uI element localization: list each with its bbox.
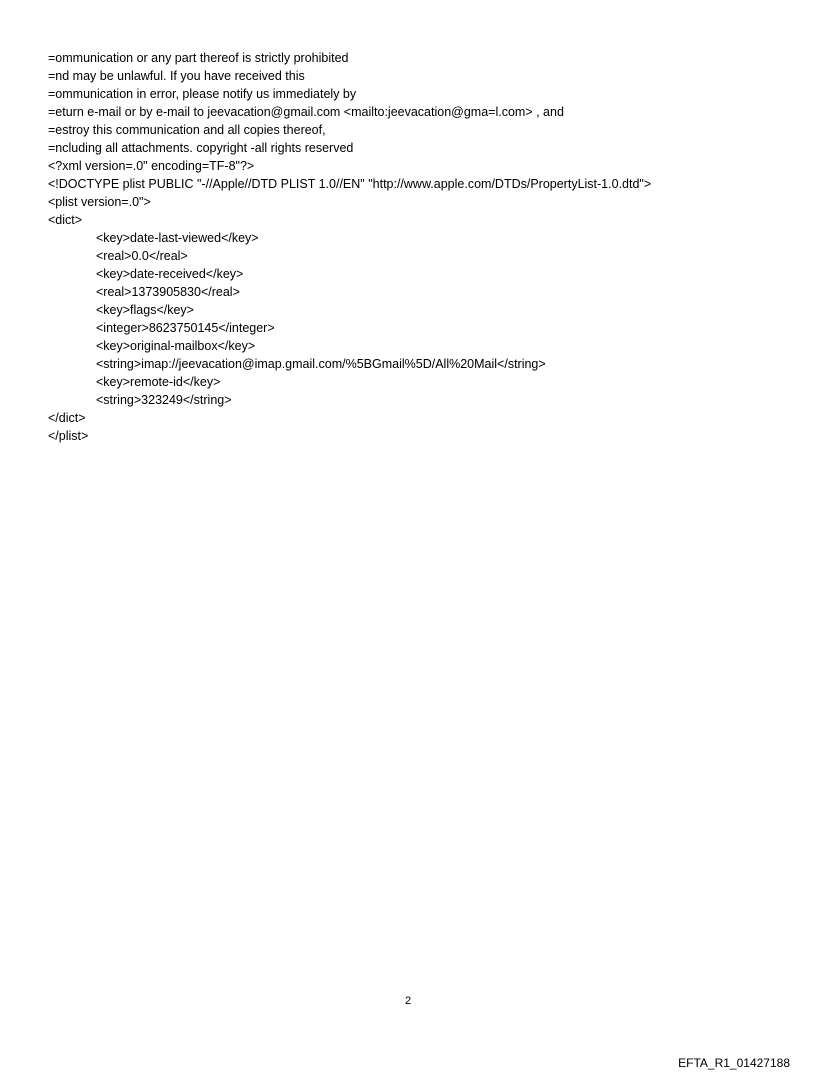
text-line: <key>original-mailbox</key>: [96, 339, 256, 353]
text-line: =eturn e-mail or by e-mail to jeevacation@gmail.com <mailto:jeevacation@gma=l.com> , and: [48, 105, 564, 119]
text-line: <key>remote-id</key>: [96, 375, 221, 389]
document-id: EFTA_R1_01427188: [678, 1056, 790, 1070]
page-number: 2: [404, 995, 412, 1007]
text-line: <key>date-last-viewed</key>: [96, 231, 259, 245]
text-line: <real>1373905830</real>: [96, 285, 240, 299]
text-line: <plist version=.0">: [48, 195, 151, 209]
text-line: =ommunication or any part thereof is strictly prohibited: [48, 51, 349, 65]
text-line: </plist>: [48, 429, 89, 443]
text-line: <key>date-received</key>: [96, 267, 244, 281]
text-line: <real>0.0</real>: [96, 249, 188, 263]
text-line: <integer>8623750145</integer>: [96, 321, 275, 335]
text-line: <string>323249</string>: [96, 393, 232, 407]
text-line: =estroy this communication and all copies thereof,: [48, 123, 326, 137]
document-body: [48, 49, 788, 445]
text-line: =nd may be unlawful. If you have received this: [48, 69, 305, 83]
text-line: </dict>: [48, 411, 86, 425]
text-line: <?xml version=.0" encoding=TF-8"?>: [48, 159, 255, 173]
text-line: <dict>: [48, 213, 83, 227]
text-line: =ommunication in error, please notify us immediately by: [48, 87, 357, 101]
text-line: <string>imap://jeevacation@imap.gmail.com/%5BGmail%5D/All%20Mail</string>: [96, 357, 546, 371]
text-line: =ncluding all attachments. copyright -all rights reserved: [48, 141, 354, 155]
text-line: <key>flags</key>: [96, 303, 194, 317]
text-line: <!DOCTYPE plist PUBLIC "-//Apple//DTD PLIST 1.0//EN" "http://www.apple.com/DTDs/PropertyList-1.0.dtd">: [48, 177, 652, 191]
